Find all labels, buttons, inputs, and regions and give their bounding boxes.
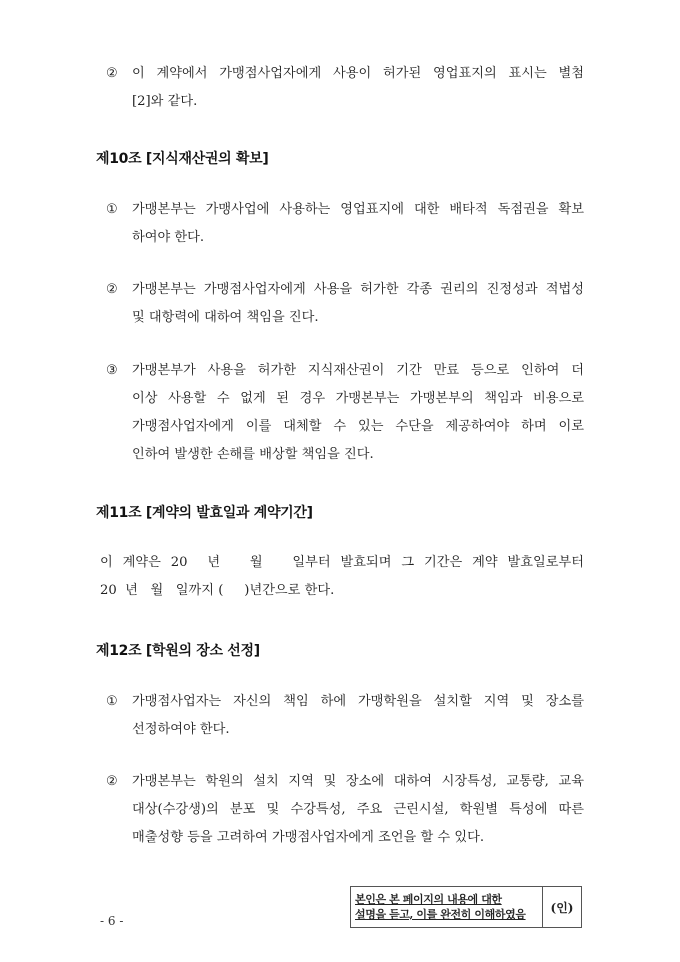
article-11-paragraph <box>100 549 584 605</box>
confirmation-line: 설명을 듣고, 이를 완전히 이해하였음 <box>355 908 526 921</box>
paragraph-line: 이 계약에서 가맹점사업자에게 사용이 허가된 영업표지의 표시는 별첨 <box>132 66 584 81</box>
paragraph-line: 선정하여야 한다. <box>132 722 230 737</box>
paragraph-line: 가맹점사업자에게 이를 대체할 수 있는 수단을 제공하여야 하며 이로 <box>132 419 584 434</box>
paragraph-line: 매출성향 등을 고려하여 가맹점사업자에게 조언을 할 수 있다. <box>132 830 485 845</box>
paragraph-line: 가맹본부는 가맹점사업자에게 사용을 허가한 각종 권리의 진정성과 적법성 <box>132 282 584 297</box>
paragraph-line: 이상 사용할 수 없게 된 경우 가맹본부는 가맹본부의 책임과 비용으로 <box>132 391 584 406</box>
article-9-paragraph-2 <box>108 60 584 116</box>
paragraph-line: 하여야 한다. <box>132 230 205 245</box>
article-10-paragraph-1 <box>108 196 584 252</box>
confirmation-text <box>351 887 543 927</box>
paragraph-line: 가맹점사업자는 자신의 책임 하에 가맹학원을 설치할 지역 및 장소를 <box>132 694 584 709</box>
paragraph-marker: ① <box>106 694 118 709</box>
article-10-paragraph-3 <box>108 357 584 469</box>
paragraph-line: 이 계약은 20 년 월 일부터 발효되며 그 기간은 계약 발효일로부터 <box>100 555 584 570</box>
article-12-paragraph-1 <box>108 688 584 744</box>
article-12-heading: 제12조 [학원의 장소 선정] <box>96 643 260 659</box>
article-12-paragraph-2 <box>108 768 584 852</box>
paragraph-line: 가맹본부는 학원의 설치 지역 및 장소에 대하여 시장특성, 교통량, 교육 <box>132 774 584 789</box>
paragraph-line: 20 년 월 일까지 ( )년간으로 한다. <box>100 583 335 598</box>
article-10-paragraph-2 <box>108 276 584 332</box>
confirmation-line: 본인은 본 페이지의 내용에 대한 <box>355 893 502 906</box>
paragraph-marker: ③ <box>106 363 118 378</box>
seal-mark: (인) <box>550 900 574 915</box>
confirmation-box <box>350 886 582 928</box>
article-10-heading: 제10조 [지식재산권의 확보] <box>96 151 269 167</box>
paragraph-marker: ② <box>106 66 118 81</box>
paragraph-line: 인하여 발생한 손해를 배상할 책임을 진다. <box>132 447 374 462</box>
paragraph-marker: ② <box>106 774 118 789</box>
paragraph-line: 대상(수강생)의 분포 및 수강특성, 주요 근린시설, 학원별 특성에 따른 <box>132 802 584 817</box>
paragraph-line: 및 대항력에 대하여 책임을 진다. <box>132 310 319 325</box>
page-number: - 6 - <box>100 914 124 928</box>
paragraph-line: 가맹본부는 가맹사업에 사용하는 영업표지에 대한 배타적 독점권을 확보 <box>132 202 584 217</box>
paragraph-marker: ① <box>106 202 118 217</box>
article-11-heading: 제11조 [계약의 발효일과 계약기간] <box>96 505 313 521</box>
paragraph-marker: ② <box>106 282 118 297</box>
paragraph-line: 가맹본부가 사용을 허가한 지식재산권이 기간 만료 등으로 인하여 더 <box>132 363 584 378</box>
paragraph-line: [2]와 같다. <box>132 94 198 109</box>
